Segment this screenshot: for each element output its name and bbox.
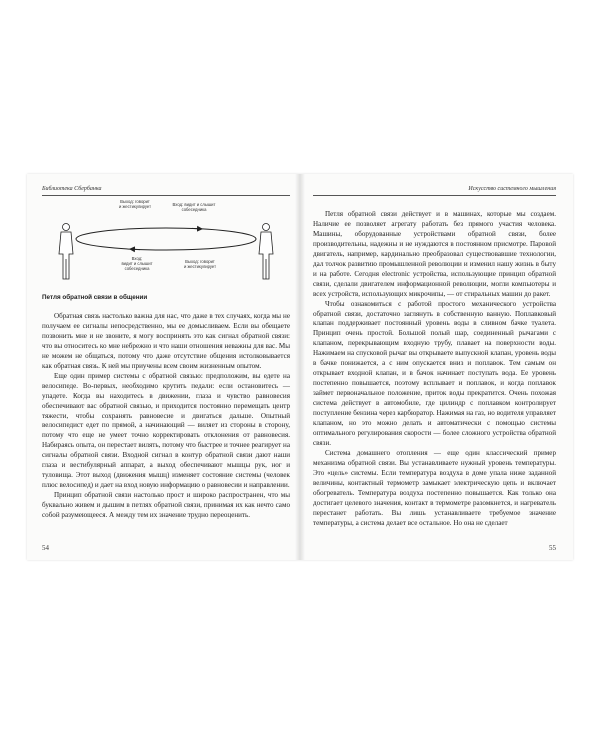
left-page xyxy=(27,174,299,560)
loop-arrow-bottom xyxy=(130,249,140,250)
right-paragraph-2: Чтобы ознакомиться с работой простого механического устройства обратной связи, достаточно заглянуть в собственную ванную. Поплавковый клапан поддерживает постоянный уровень воды в сливном бачке туалета. Принцип очень простой. Большой полый шар, соединенный рычагами с клапаном, перекрывающим входную трубу, плавает на поверхности воды. Нажимаем на спусковой рычаг вы открываете выпускной клапан, уровень воды в бачке понижается, а с ним опускается вниз и поплавок. Тем самым он открывает входной клапан, и в бачок начинает поступать вода. Ее уровень постепенно повышается, поэтому всплывает и поплавок, и когда поплавок займет первоначальное положение, приток воды прекратится. Очень похожая система действует в автомобиле, где цилиндр с поплавком контролирует поступление бензина через карбюратор. Нажимая на газ, но водителя управляет клапаном, но это можно делать и автоматически с помощью системы оптимального регулирования скорости — более сложного устройства обратной связи. xyxy=(313,299,556,447)
label-output-right: Выход: говорит и жестикулирует xyxy=(183,259,217,269)
left-body-text xyxy=(42,312,290,521)
label-output-left: Выход: говорит и жестикулирует xyxy=(118,199,152,209)
figure-caption: Петля обратной связи в общении xyxy=(42,294,148,301)
left-person-icon xyxy=(59,224,73,280)
right-page-number: 55 xyxy=(549,544,556,552)
right-paragraph-1: Петля обратной связи действует и в машинах, которые мы создаем. Наличие ее позволяет агрегату работать без прямого участия человека. Машины, оборудованные устройствами обратной связи, более производительны, надежны и не нуждаются в постоянном присмотре. Паровой двигатель, например, кардинально преобразовал существовавшие технологии, дал толчок развитию промышленной революции и изменил нашу жизнь в быту и на работе. Сегодня electronic устройства, использующие принцип обратной связи, сделали двигателем информационной революции, могли компьютеры и всех устройств, использующих микрочипы, — от стиральных машин до ракет. xyxy=(313,210,556,298)
left-paragraph-1: Обратная связь настолько важна для нас, что даже в тех случаях, когда мы не получаем ее сигналы непосредственно, мы ее домысливаем. Если вы обещаете позвонить мне и не звоните, я могу воспринять это как сигнал обратной связи: что вы относитесь ко мне небрежно и что наши отношения неважны для вас. Мы не можем не общаться, потому что даже отсутствие общения истолковывается как обратная связь. К ней мы приучены всем своим жизненным опытом. xyxy=(42,312,290,370)
feedback-loop-diagram xyxy=(42,199,290,295)
feedback-loop-figure xyxy=(42,199,290,295)
left-paragraph-3: Принцип обратной связи настолько прост и широко распространен, что мы буквально живем и дышим в петлях обратной связи, принимая их как нечто само собой разумеющееся. А между тем их значение трудно переоценить. xyxy=(42,491,290,520)
right-header-rule xyxy=(313,195,556,196)
left-header-rule xyxy=(42,195,290,196)
right-running-head: Искусство системного мышления xyxy=(468,186,556,192)
right-person-icon xyxy=(259,224,273,280)
left-page-number: 54 xyxy=(42,544,49,552)
loop-arrow-top xyxy=(192,228,202,229)
right-body-text xyxy=(313,210,556,529)
right-page xyxy=(301,174,573,560)
left-paragraph-2: Еще один пример системы с обратной связью: предположим, вы едете на велосипеде. Во-первых, необходимо крутить педали: если остановитесь — упадете. Когда вы находитесь в движении, глаза и чувство равновесия обеспечивают вас обратной связью, и приходится постоянно перемещать центр тяжести, чтобы сохранять равновесие и двигаться дальше. Опытный велосипедист едет по прямой, а начинающий — виляет из стороны в сторону, потому что еще не умеет точно корректировать отклонения от равновесия. Набираясь опыта, он перестает вилять, потому что быстрее и точнее реагирует на сигналы обратной связи. Входной сигнал в контур обратной связи дают наши глаза и вестибулярный аппарат, а выход обеспечивают мышцы рук, ног и туловища. Этот выход (движения мышц) изменяет состояние системы (человек плюс велосипед) и дает на вход новую информацию о равновесии и направлении. xyxy=(42,371,290,490)
label-input-left: Вход: видит и слышит собеседника xyxy=(121,256,153,271)
book-spread xyxy=(27,174,573,560)
loop-ellipse xyxy=(76,228,256,250)
label-input-right: Вход: видит и слышит собеседника xyxy=(172,202,216,212)
left-running-head: Библиотека Сбербанка xyxy=(42,186,102,192)
right-paragraph-3: Система домашнего отопления — еще один классический пример механизма обратной связи. Вы устанавливаете нужный уровень температуры. Это «цель» системы. Если температура воздуха в доме упала ниже заданной величины, контактный термометр замыкает электрическую цепь и включает обогреватель. Температура воздуха постепенно повышается. Как только она достигает целевого значения, контакт в термометре разомкнется, и нагреватель перестанет работать. Вы лишь устанавливаете требуемое значение температуры, а система делает все остальное. Но она не сделает xyxy=(313,448,556,527)
